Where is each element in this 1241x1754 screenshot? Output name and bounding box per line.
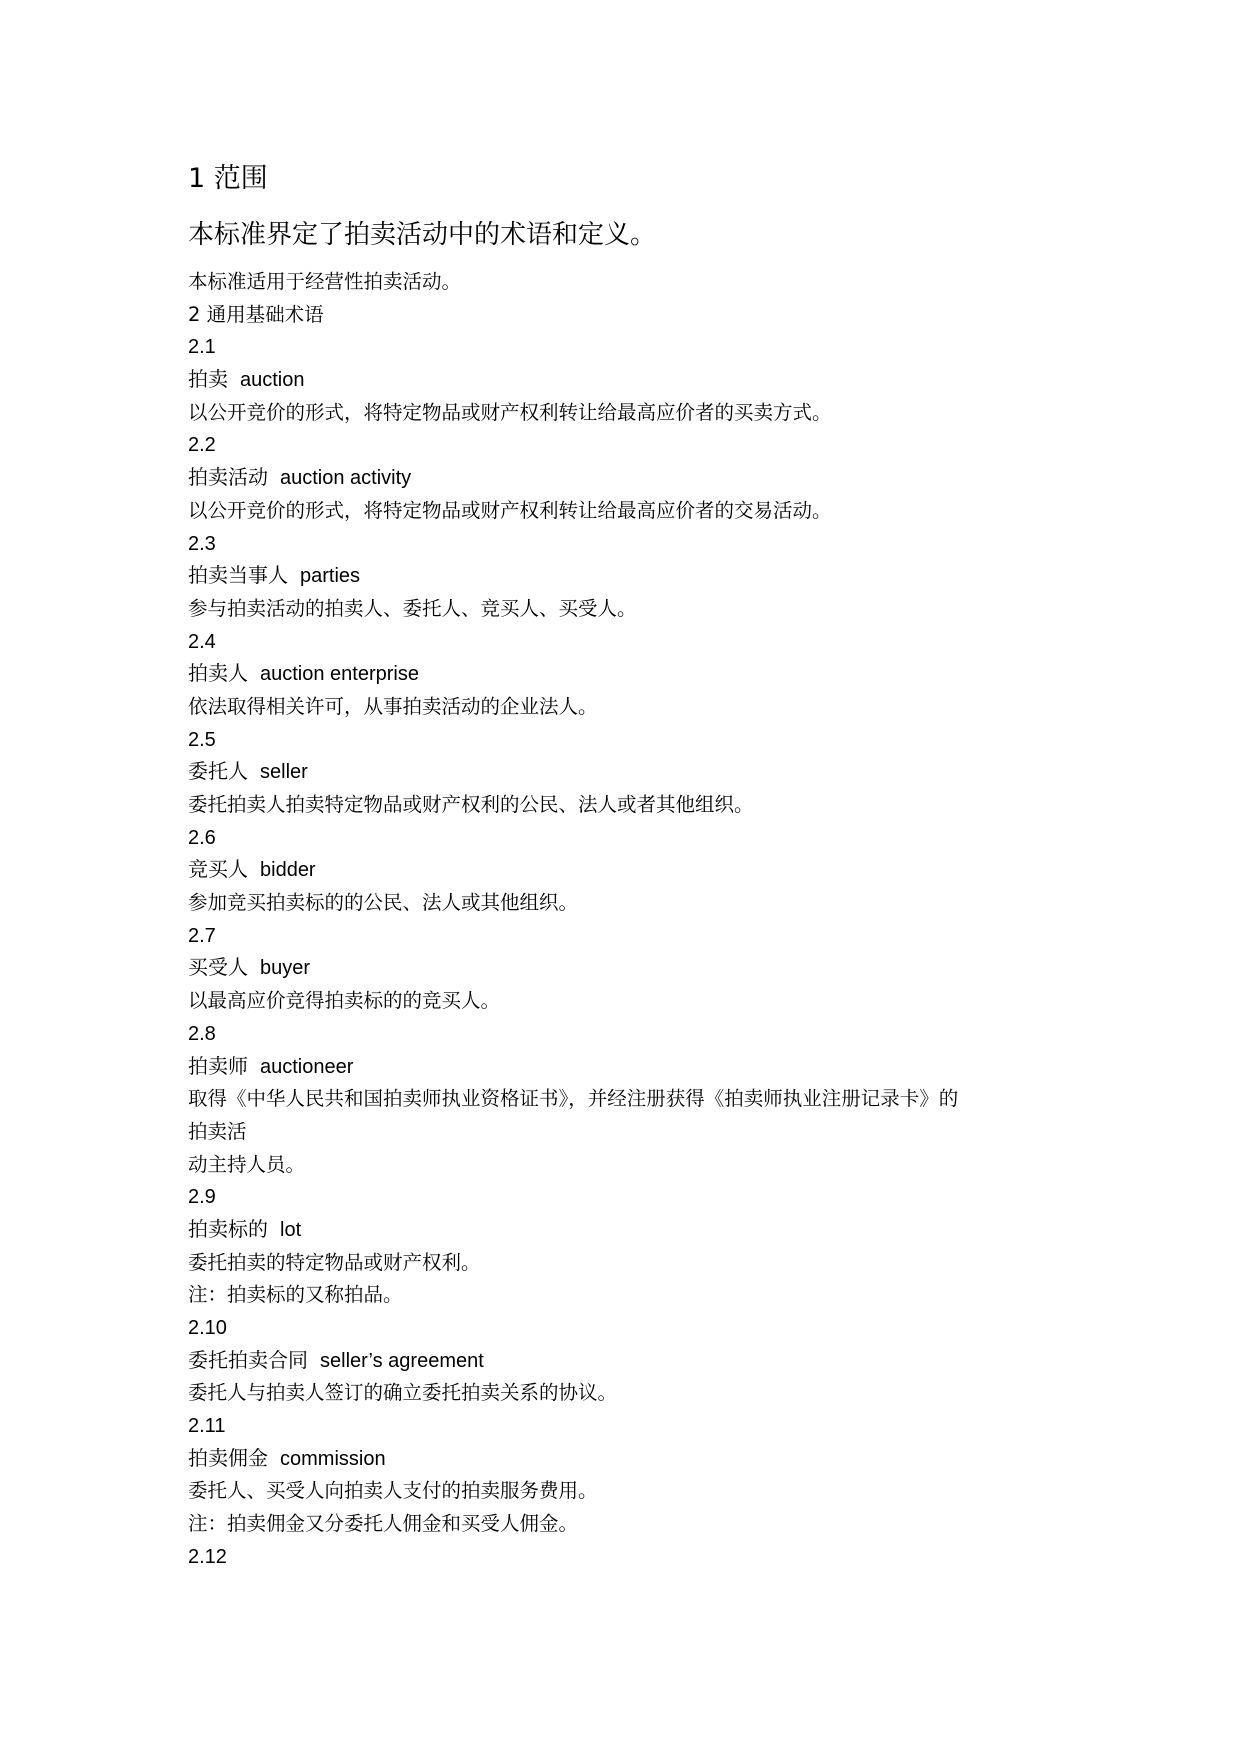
entry-definition: 委托人与拍卖人签订的确立委托拍卖关系的协议。: [188, 1381, 618, 1405]
entry-term: [188, 1443, 1088, 1476]
term-en: auction: [240, 369, 305, 392]
term-en: bidder: [260, 859, 316, 882]
entry-note: 注：拍卖标的又称拍品。: [188, 1283, 403, 1307]
entry-term: [188, 1345, 1088, 1378]
entry-number: 2.1: [188, 336, 216, 359]
term-en: parties: [300, 565, 361, 588]
entry-number: 2.6: [188, 826, 216, 849]
section-2-heading: 2 通用基础术语: [188, 302, 324, 326]
term-en: buyer: [260, 957, 311, 980]
entry-definition: 以公开竞价的形式，将特定物品或财产权利转让给最高应价者的交易活动。: [188, 498, 832, 522]
section-1-lead: 本标准界定了拍卖活动中的术语和定义。: [188, 220, 657, 250]
entry-definition-line: 取得《中华人民共和国拍卖师执业资格证书》，并经注册获得《拍卖师执业注册记录卡》的: [188, 1087, 959, 1111]
term-en: auction enterprise: [260, 663, 419, 686]
entry-number: 2.5: [188, 728, 216, 751]
entry-term: [188, 1051, 1088, 1084]
entry-number: 2.4: [188, 630, 216, 653]
term-cn: 委托拍卖合同: [188, 1349, 308, 1372]
term-cn: 拍卖标的: [188, 1218, 268, 1241]
entry-term: [188, 658, 1088, 691]
term-cn: 拍卖师: [188, 1055, 248, 1078]
entry-term: [188, 462, 1088, 495]
entry-definition: 参与拍卖活动的拍卖人、委托人、竞买人、买受人。: [188, 596, 637, 620]
term-cn: 拍卖佣金: [188, 1447, 268, 1470]
scope-text: 本标准适用于经营性拍卖活动。: [188, 270, 462, 293]
entry-number: 2.3: [188, 532, 216, 555]
term-cn: 买受人: [188, 957, 248, 980]
term-cn: 拍卖人: [188, 663, 248, 686]
entry-term: [188, 952, 1088, 985]
entry-number: 2.12: [188, 1545, 227, 1568]
entry-term: [188, 560, 1088, 593]
term-cn: 拍卖活动: [188, 467, 268, 490]
document-body: [188, 160, 1088, 1574]
term-en: auction activity: [280, 467, 412, 490]
term-cn: 拍卖当事人: [188, 565, 288, 588]
entry-definition: 委托拍卖人拍卖特定物品或财产权利的公民、法人或者其他组织。: [188, 793, 754, 816]
term-en: auctioneer: [260, 1055, 354, 1078]
entry-definition: 以最高应价竞得拍卖标的的竞买人。: [188, 989, 501, 1013]
term-cn: 委托人: [188, 761, 248, 784]
term-cn: 拍卖: [188, 369, 228, 392]
entry-definition: 委托拍卖的特定物品或财产权利。: [188, 1250, 481, 1274]
term-en: seller’s agreement: [320, 1349, 484, 1372]
entry-definition: 委托人、买受人向拍卖人支付的拍卖服务费用。: [188, 1479, 598, 1503]
entry-number: 2.9: [188, 1186, 216, 1209]
entry-number: 2.10: [188, 1317, 227, 1339]
section-1-heading: 1 范围: [188, 163, 268, 194]
entry-number: 2.8: [188, 1022, 216, 1045]
entry-definition: 参加竞买拍卖标的的公民、法人或其他组织。: [188, 891, 579, 915]
entry-definition-line: 拍卖活: [188, 1119, 247, 1143]
entry-definition: 以公开竞价的形式，将特定物品或财产权利转让给最高应价者的买卖方式。: [188, 400, 832, 424]
term-cn: 竞买人: [188, 859, 248, 882]
term-en: lot: [280, 1218, 302, 1241]
entry-term: [188, 854, 1088, 887]
entry-term: [188, 364, 1088, 397]
entry-note: 注：拍卖佣金又分委托人佣金和买受人佣金。: [188, 1512, 579, 1536]
entry-number: 2.11: [188, 1415, 226, 1438]
entry-number: 2.2: [188, 434, 216, 457]
entry-term: [188, 1214, 1088, 1247]
term-en: commission: [280, 1447, 386, 1470]
entry-definition: 依法取得相关许可，从事拍卖活动的企业法人。: [188, 694, 598, 718]
entry-definition-line: 动主持人员。: [188, 1152, 306, 1176]
term-en: seller: [260, 761, 308, 784]
entry-term: [188, 756, 1088, 789]
entry-number: 2.7: [188, 924, 216, 947]
